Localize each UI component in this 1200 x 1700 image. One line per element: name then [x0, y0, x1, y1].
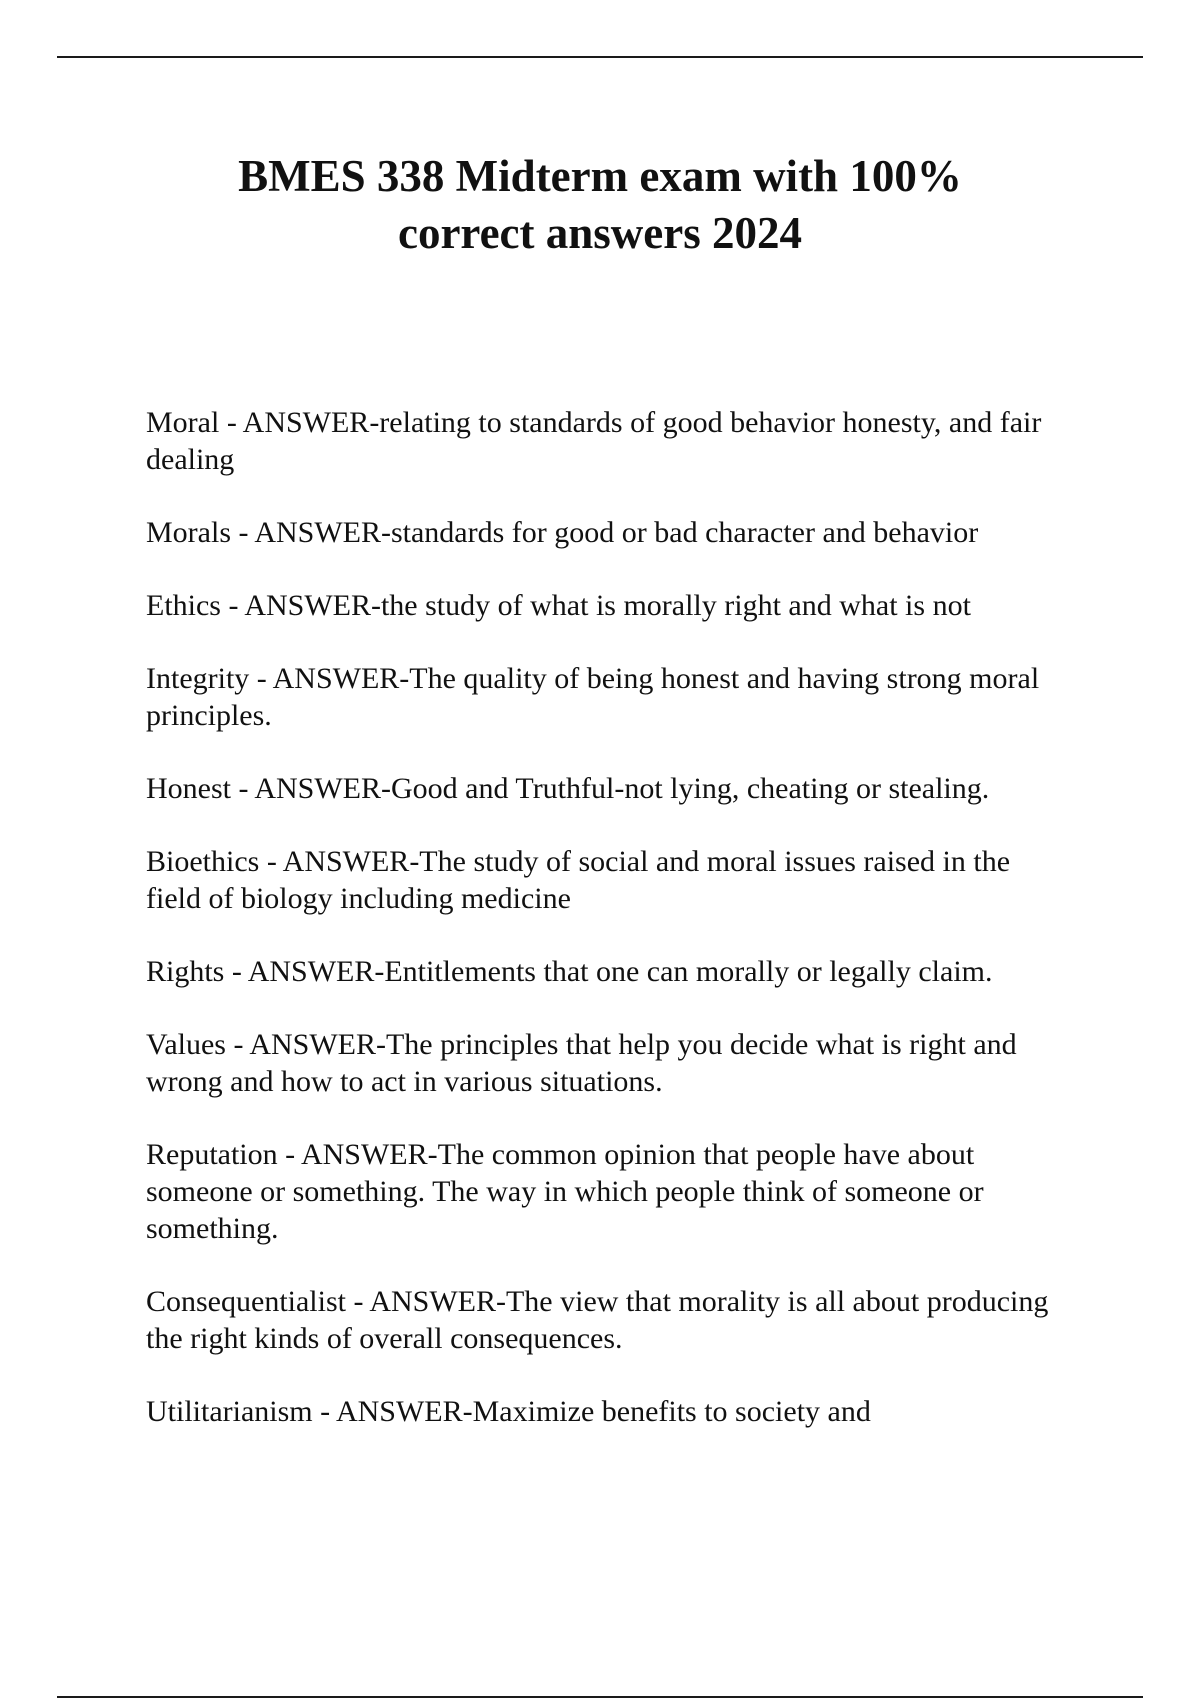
- footer-rule: [57, 1696, 1143, 1698]
- qa-entry: Utilitarianism - ANSWER-Maximize benefits to society and: [146, 1395, 871, 1428]
- header-rule: [57, 56, 1143, 58]
- title-line-2: correct answers 2024: [397, 208, 803, 258]
- qa-entry: Rights - ANSWER-Entitlements that one can morally or legally claim.: [146, 955, 993, 988]
- qa-entry: Morals - ANSWER-standards for good or bad character and behavior: [146, 516, 979, 549]
- qa-entry: Consequentialist - ANSWER-The view that morality is all about producing the right kinds of overall consequences.: [146, 1285, 1049, 1355]
- qa-entry: Moral - ANSWER-relating to standards of good behavior honesty, and fair dealing: [146, 406, 1042, 476]
- qa-entry: Values - ANSWER-The principles that help you decide what is right and wrong and how to act in various situations.: [146, 1028, 1017, 1098]
- qa-entry: Ethics - ANSWER-the study of what is morally right and what is not: [146, 589, 971, 622]
- qa-entry: Honest - ANSWER-Good and Truthful-not lying, cheating or stealing.: [146, 772, 990, 805]
- qa-entry-list: [146, 404, 1066, 1466]
- title-line-1: BMES 338 Midterm exam with 100%: [238, 151, 962, 201]
- document-title: [150, 148, 1050, 262]
- qa-entry: Integrity - ANSWER-The quality of being honest and having strong moral principles.: [146, 662, 1040, 732]
- qa-entry: Bioethics - ANSWER-The study of social and moral issues raised in the field of biology including medicine: [146, 845, 1011, 915]
- qa-entry: Reputation - ANSWER-The common opinion that people have about someone or something. The way in which people think of someone or something.: [146, 1138, 984, 1245]
